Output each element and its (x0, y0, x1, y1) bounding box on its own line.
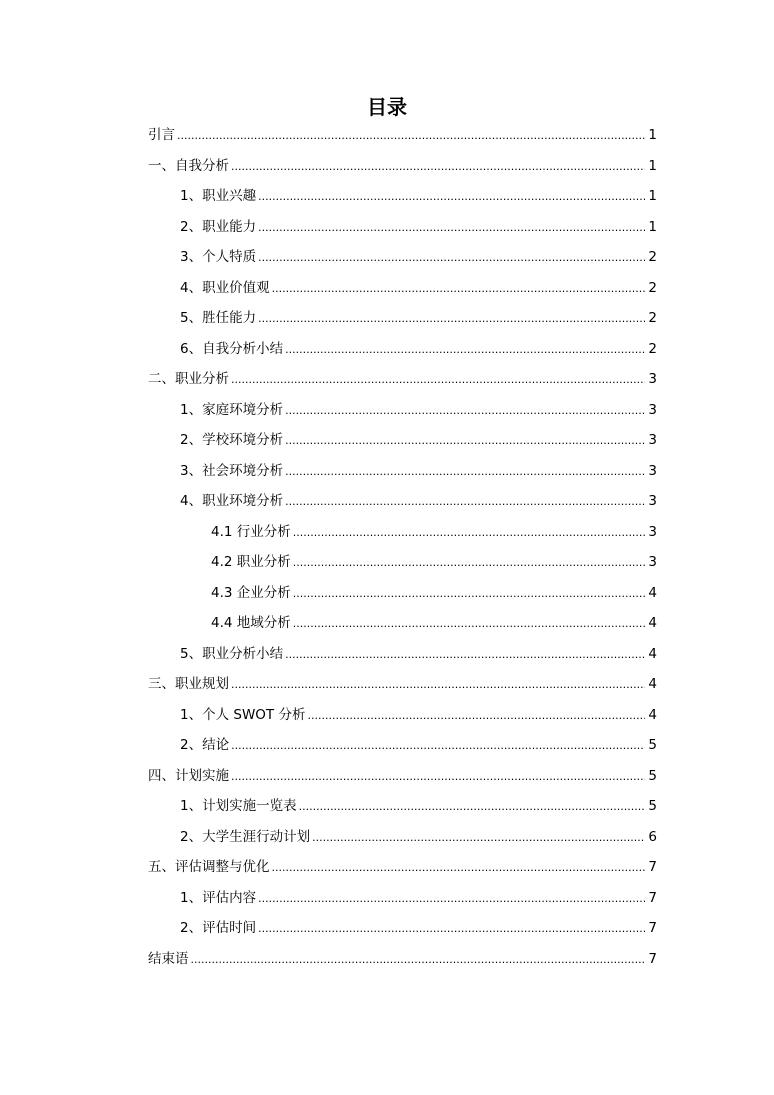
toc-entry-page-number: 1 (648, 157, 657, 174)
toc-dot-leader (191, 945, 646, 975)
toc-dot-leader (177, 121, 645, 151)
toc-entry-page-number: 4 (648, 706, 657, 723)
toc-entry[interactable] (180, 730, 657, 760)
toc-dot-leader (258, 213, 645, 243)
toc-dot-leader (258, 304, 645, 334)
toc-entry[interactable] (180, 181, 657, 211)
toc-entry[interactable] (211, 547, 657, 577)
toc-dot-leader (293, 518, 645, 548)
toc-dot-leader (285, 457, 645, 487)
toc-entry-page-number: 7 (648, 889, 657, 906)
toc-entry[interactable] (148, 944, 657, 974)
toc-dot-leader (285, 426, 645, 456)
toc-entry[interactable] (180, 303, 657, 333)
toc-entry-label: 1、评估内容 (180, 889, 257, 906)
toc-entry-page-number: 2 (648, 279, 657, 296)
toc-entry-page-number: 4 (648, 615, 657, 631)
toc-entry[interactable] (148, 761, 657, 791)
toc-dot-leader (285, 640, 645, 670)
toc-entry[interactable] (148, 852, 657, 882)
toc-entry[interactable] (180, 639, 657, 669)
toc-entry-label: 3、个人特质 (180, 249, 257, 265)
toc-entry[interactable] (211, 517, 657, 547)
toc-entry[interactable] (148, 669, 657, 699)
toc-dot-leader (293, 579, 645, 609)
toc-entry-label: 5、胜任能力 (180, 310, 257, 326)
toc-dot-leader (285, 487, 645, 517)
toc-entry-label: 2、评估时间 (180, 920, 257, 936)
toc-entry-label: 1、计划实施一览表 (180, 798, 297, 814)
toc-entry[interactable] (148, 120, 657, 150)
toc-entry-label: 4、职业价值观 (180, 279, 270, 296)
toc-entry-page-number: 3 (648, 432, 657, 448)
toc-entry[interactable] (180, 273, 657, 303)
toc-entry[interactable] (211, 608, 657, 638)
toc-entry-page-number: 4 (648, 645, 657, 662)
toc-entry[interactable] (180, 791, 657, 821)
toc-dot-leader (293, 548, 645, 578)
toc-entry[interactable] (148, 364, 657, 394)
toc-entry-page-number: 5 (648, 767, 657, 784)
toc-dot-leader (258, 243, 645, 273)
toc-entry-label: 引言 (148, 127, 175, 143)
toc-entry-label: 4.4 地域分析 (211, 615, 291, 631)
toc-dot-leader (272, 274, 645, 304)
toc-dot-leader (258, 884, 645, 914)
toc-entry[interactable] (180, 913, 657, 943)
toc-entry-label: 4.2 职业分析 (211, 554, 291, 570)
toc-entry-label: 五、评估调整与优化 (148, 859, 270, 875)
toc-entry[interactable] (180, 425, 657, 455)
toc-entry-page-number: 7 (648, 920, 657, 936)
toc-entry-page-number: 3 (648, 401, 657, 418)
toc-entry[interactable] (180, 242, 657, 272)
toc-entry-page-number: 2 (648, 310, 657, 326)
toc-dot-leader (285, 335, 645, 365)
toc-entry[interactable] (148, 151, 657, 181)
toc-entry-page-number: 5 (648, 737, 657, 753)
toc-entry-page-number: 7 (648, 950, 657, 967)
toc-dot-leader (231, 670, 645, 700)
toc-entry-page-number: 3 (648, 462, 657, 479)
toc-entry-label: 1、职业兴趣 (180, 188, 257, 204)
toc-dot-leader (307, 701, 645, 731)
toc-dot-leader (272, 853, 646, 883)
toc-entry[interactable] (180, 486, 657, 516)
toc-dot-leader (231, 152, 645, 182)
toc-entry[interactable] (180, 883, 657, 913)
toc-entry-label: 6、自我分析小结 (180, 340, 284, 357)
toc-entry-page-number: 1 (648, 188, 657, 204)
toc-entry[interactable] (180, 700, 657, 730)
toc-dot-leader (299, 792, 645, 822)
toc-entry-page-number: 7 (648, 859, 657, 875)
toc-dot-leader (312, 823, 645, 853)
toc-title: 目录 (367, 95, 407, 119)
toc-entry-label: 2、大学生涯行动计划 (180, 828, 311, 845)
toc-entry-label: 二、职业分析 (148, 371, 229, 387)
toc-entry-page-number: 2 (648, 340, 657, 357)
toc-entry-page-number: 3 (648, 523, 657, 540)
toc-entry-label: 结束语 (148, 950, 189, 967)
toc-entry-label: 三、职业规划 (148, 676, 229, 692)
toc-entry-label: 1、个人 SWOT 分析 (180, 706, 306, 723)
toc-entry-page-number: 3 (648, 554, 657, 570)
toc-entry-label: 4.3 企业分析 (211, 584, 291, 601)
toc-dot-leader (258, 182, 645, 212)
toc-entry-page-number: 3 (648, 371, 657, 387)
toc-entry-page-number: 5 (648, 798, 657, 814)
toc-entry[interactable] (180, 395, 657, 425)
toc-entry-label: 2、职业能力 (180, 218, 257, 235)
toc-entry-page-number: 4 (648, 584, 657, 601)
toc-entry-label: 3、社会环境分析 (180, 462, 284, 479)
toc-entry[interactable] (180, 334, 657, 364)
toc-dot-leader (258, 914, 645, 944)
toc-entry-page-number: 1 (648, 218, 657, 235)
toc-entry-label: 2、结论 (180, 737, 230, 753)
toc-entry-page-number: 6 (648, 828, 657, 845)
toc-entry-label: 四、计划实施 (148, 767, 229, 784)
toc-entry[interactable] (180, 456, 657, 486)
toc-entry-page-number: 1 (648, 127, 657, 143)
toc-entry-page-number: 2 (648, 249, 657, 265)
toc-entry-label: 一、自我分析 (148, 157, 229, 174)
toc-entry-label: 4、职业环境分析 (180, 493, 284, 509)
toc-entry-page-number: 4 (648, 676, 657, 692)
toc-entry-label: 5、职业分析小结 (180, 645, 284, 662)
toc-entry-page-number: 3 (648, 493, 657, 509)
toc-entry-label: 1、家庭环境分析 (180, 401, 284, 418)
toc-entry[interactable] (180, 212, 657, 242)
toc-dot-leader (293, 609, 645, 639)
toc-entry-label: 4.1 行业分析 (211, 523, 291, 540)
toc-entry[interactable] (180, 822, 657, 852)
toc-dot-leader (231, 762, 645, 792)
toc-entry-label: 2、学校环境分析 (180, 432, 284, 448)
toc-entry[interactable] (211, 578, 657, 608)
toc-dot-leader (231, 365, 645, 395)
toc-dot-leader (231, 731, 645, 761)
toc-dot-leader (285, 396, 645, 426)
